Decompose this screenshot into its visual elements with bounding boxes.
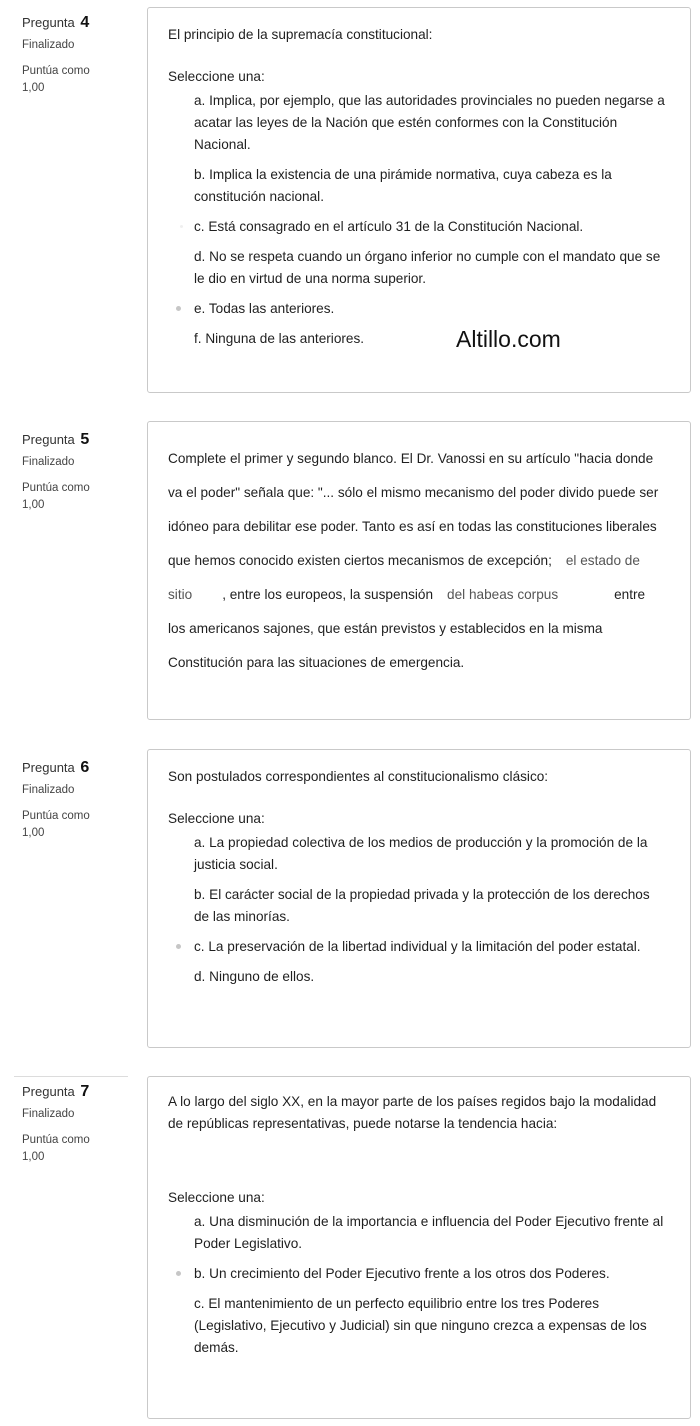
- question-grade: Puntúa como 1,00: [22, 482, 90, 511]
- radio-button[interactable]: [176, 892, 181, 897]
- radio-button-selected[interactable]: [176, 306, 181, 311]
- watermark: Altillo.com: [456, 326, 561, 352]
- question-grade: Puntúa como 1,00: [22, 65, 90, 94]
- radio-button[interactable]: [176, 840, 181, 845]
- select-prompt: Seleccione una:: [168, 69, 265, 84]
- question-card-4: [147, 7, 691, 393]
- question-card-7: [147, 1076, 691, 1419]
- radio-button[interactable]: [176, 1219, 181, 1224]
- question-text: Complete el primer y segundo blanco. El Dr. Vanossi en su artículo "hacia donde va el poder" señala que: "... sólo el mismo mecanismo del poder divido puede ser idóneo para debilitar ese poder. Tanto es así en todas las constituciones liberales que hemos conocido existen ciertos mecanismos de excepción; el estado de sitio , entre los europeos, la suspensión del habeas corpus entre los americanos sajones, que están previstos y establecidos en la misma Constitución para las situaciones de emergencia.: [168, 451, 659, 670]
- blank-answer-2[interactable]: del habeas corpus: [447, 587, 559, 602]
- select-prompt: Seleccione una:: [168, 1190, 265, 1205]
- question-grade: Puntúa como 1,00: [22, 1134, 90, 1163]
- question-state: Finalizado: [22, 456, 75, 468]
- question-card-6: [147, 749, 691, 1048]
- answer-list: [168, 90, 670, 350]
- answer-option-d[interactable]: d. Ninguno de ellos.: [168, 966, 670, 988]
- answer-option-b[interactable]: b. El carácter social de la propiedad privada y la protección de los derechos de las minorías.: [168, 884, 670, 928]
- question-title: Pregunta 6: [22, 759, 90, 776]
- radio-button-selected[interactable]: [176, 944, 181, 949]
- question-info-6: [22, 759, 140, 842]
- answer-option-a[interactable]: a. Una disminución de la importancia e influencia del Poder Ejecutivo frente al Poder Legislativo.: [168, 1211, 670, 1255]
- blank-answer-1[interactable]: el estado de sitio: [168, 553, 640, 602]
- question-text: A lo largo del siglo XX, en la mayor parte de los países regidos bajo la modalidad de repúblicas representativas, puede notarse la tendencia hacia:: [168, 1094, 657, 1131]
- select-prompt: Seleccione una:: [168, 811, 265, 826]
- question-number: 6: [80, 759, 90, 776]
- question-state: Finalizado: [22, 1108, 75, 1120]
- question-title: Pregunta 7: [22, 1083, 90, 1100]
- question-card-5: [147, 421, 691, 720]
- radio-button[interactable]: [176, 974, 181, 979]
- radio-button[interactable]: [176, 1301, 181, 1306]
- radio-button-selected[interactable]: [176, 1271, 181, 1276]
- radio-button[interactable]: [176, 254, 181, 259]
- radio-button[interactable]: [176, 172, 181, 177]
- question-info-4: [22, 14, 140, 97]
- radio-button[interactable]: [176, 98, 181, 103]
- question-info-5: [22, 431, 140, 514]
- answer-option-d[interactable]: d. No se respeta cuando un órgano inferior no cumple con el mandato que se le dio en virtud de una norma superior.: [168, 246, 670, 290]
- question-grade: Puntúa como 1,00: [22, 810, 90, 839]
- question-number: 5: [80, 431, 90, 448]
- question-info-7: [14, 1076, 128, 1166]
- answer-option-b[interactable]: b. Implica la existencia de una pirámide normativa, cuya cabeza es la constitución nacional.: [168, 164, 670, 208]
- answer-option-f[interactable]: f. Ninguna de las anteriores.: [168, 328, 670, 350]
- answer-option-c[interactable]: c. La preservación de la libertad individual y la limitación del poder estatal.: [168, 936, 670, 958]
- radio-button[interactable]: [176, 336, 181, 341]
- answer-option-e[interactable]: e. Todas las anteriores.: [168, 298, 670, 320]
- answer-list: [168, 832, 670, 988]
- question-number: 7: [80, 1083, 90, 1100]
- question-text: Son postulados correspondientes al constitucionalismo clásico:: [168, 769, 549, 784]
- question-number: 4: [80, 14, 90, 31]
- answer-option-a[interactable]: a. La propiedad colectiva de los medios de producción y la promoción de la justicia social.: [168, 832, 670, 876]
- answer-option-c[interactable]: c. El mantenimiento de un perfecto equilibrio entre los tres Poderes (Legislativo, Ejecutivo y Judicial) sin que ninguno crezca a expensas de los demás.: [168, 1293, 670, 1359]
- question-title: Pregunta 5: [22, 431, 90, 448]
- question-text: El principio de la supremacía constitucional:: [168, 27, 433, 42]
- question-title: Pregunta 4: [22, 14, 90, 31]
- question-state: Finalizado: [22, 39, 75, 51]
- answer-option-b[interactable]: b. Un crecimiento del Poder Ejecutivo frente a los otros dos Poderes.: [168, 1263, 670, 1285]
- answer-list: [168, 1211, 670, 1359]
- question-state: Finalizado: [22, 784, 75, 796]
- radio-button[interactable]: [180, 225, 183, 228]
- answer-option-a[interactable]: a. Implica, por ejemplo, que las autoridades provinciales no pueden negarse a acatar las leyes de la Nación que estén conformes con la Constitución Nacional.: [168, 90, 670, 156]
- answer-option-c[interactable]: c. Está consagrado en el artículo 31 de la Constitución Nacional.: [168, 216, 670, 238]
